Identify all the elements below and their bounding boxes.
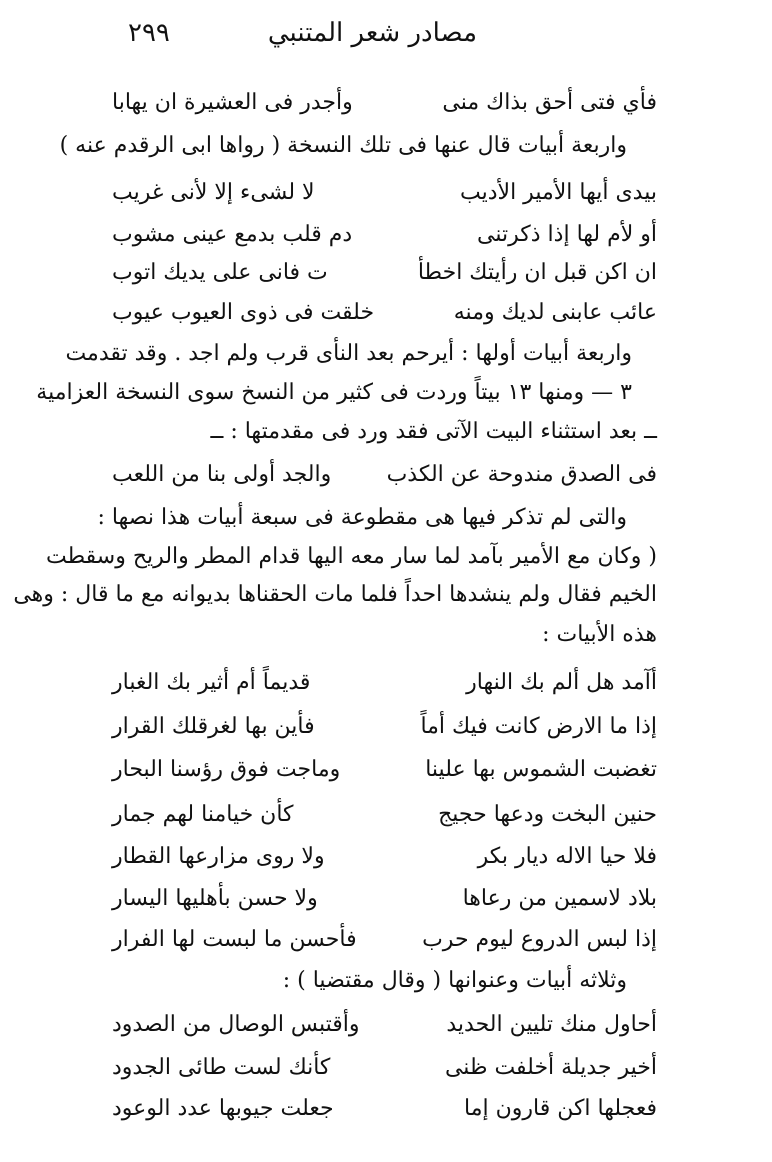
hemistich-second: ولا روى مزارعها القطار xyxy=(112,844,325,869)
verse-line xyxy=(112,460,657,490)
verse-line xyxy=(112,88,657,118)
page-number: ٢٩٩ xyxy=(128,18,170,48)
hemistich-second: لا لشىء إلا لأنى غريب xyxy=(112,180,315,205)
hemistich-first: حنين البخت ودعها حجيج xyxy=(438,802,657,827)
hemistich-first: تغضبت الشموس بها علينا xyxy=(425,757,657,782)
hemistich-second: وأجدر فى العشيرة ان يهابا xyxy=(112,90,353,115)
hemistich-first: بلاد لاسمين من رعاها xyxy=(462,886,657,911)
hemistich-first: فى الصدق مندوحة عن الكذب xyxy=(386,462,657,487)
hemistich-first: إذا ما الارض كانت فيك أماً xyxy=(420,714,657,739)
hemistich-first: إذا لبس الدروع ليوم حرب xyxy=(422,927,657,952)
verse-line xyxy=(112,1010,657,1040)
prose-line: ــ بعد استثناء البيت الآتى فقد ورد فى مقدمتها : ــ xyxy=(210,419,657,444)
prose-line: ٣ — ومنها ١٣ بيتاً وردت فى كثير من النسخ سوى النسخة العزامية xyxy=(36,380,632,405)
verse-line xyxy=(112,712,657,742)
hemistich-first: ان اكن قبل ان رأيتك اخطأ xyxy=(417,260,657,285)
prose-line: والتى لم تذكر فيها هى مقطوعة فى سبعة أبيات هذا نصها : xyxy=(97,505,627,530)
prose-line: ( وكان مع الأمير بآمد لما سار معه اليها قدام المطر والريح وسقطت xyxy=(46,544,657,569)
hemistich-first: فأي فتى أحق بذاك منى xyxy=(442,90,657,115)
prose-line: واربعة أبيات قال عنها فى تلك النسخة ( رواها ابى الرقدم عنه ) xyxy=(59,133,627,158)
hemistich-second: ولا حسن بأهليها اليسار xyxy=(112,886,318,911)
verse-line xyxy=(112,800,657,830)
hemistich-first: أخير جديلة أخلفت ظنى xyxy=(444,1055,657,1080)
hemistich-second: وماجت فوق رؤسنا البحار xyxy=(112,757,341,782)
hemistich-first: بيدى أيها الأمير الأديب xyxy=(460,180,657,205)
hemistich-second: قديماً أم أثير بك الغبار xyxy=(112,670,311,695)
verse-line xyxy=(112,1094,657,1124)
verse-line xyxy=(112,298,657,328)
hemistich-second: دم قلب بدمع عينى مشوب xyxy=(112,222,353,247)
verse-line xyxy=(112,925,657,955)
hemistich-second: وأقتبس الوصال من الصدود xyxy=(112,1012,360,1037)
verse-line xyxy=(112,178,657,208)
verse-line xyxy=(112,1053,657,1083)
hemistich-first: عائب عابنى لديك ومنه xyxy=(453,300,657,325)
hemistich-first: أآمد هل ألم بك النهار xyxy=(466,670,657,695)
hemistich-second: كأن خيامنا لهم جمار xyxy=(112,802,294,827)
prose-line: الخيم فقال ولم ينشدها احداً فلما مات الحقناها بديوانه مع ما قال : وهى xyxy=(13,582,657,607)
verse-line xyxy=(112,842,657,872)
hemistich-second: خلقت فى ذوى العيوب عيوب xyxy=(112,300,375,325)
verse-line xyxy=(112,884,657,914)
hemistich-first: فلا حيا الاله ديار بكر xyxy=(477,844,657,869)
verse-line xyxy=(112,755,657,785)
running-title: مصادر شعر المتنبي xyxy=(267,18,477,48)
hemistich-second: والجد أولى بنا من اللعب xyxy=(112,462,332,487)
hemistich-second: كأنك لست طائى الجدود xyxy=(112,1055,331,1080)
hemistich-second: ت فانى على يديك اتوب xyxy=(112,260,328,285)
hemistich-first: أو لأم لها إذا ذكرتنى xyxy=(477,222,657,247)
hemistich-second: جعلت جيوبها عدد الوعود xyxy=(112,1096,334,1121)
hemistich-second: فأحسن ما لبست لها الفرار xyxy=(112,927,357,952)
prose-line: وثلاثه أبيات وعنوانها ( وقال مقتضيا ) : xyxy=(282,968,627,993)
hemistich-first: فعجلها اكن قارون إما xyxy=(464,1096,657,1121)
verse-line xyxy=(112,668,657,698)
prose-line: هذه الأبيات : xyxy=(542,622,657,647)
page-header xyxy=(110,18,662,58)
prose-line: واربعة أبيات أولها : أيرحم بعد النأى قرب ولم اجد . وقد تقدمت xyxy=(65,341,632,366)
verse-line xyxy=(112,258,657,288)
hemistich-first: أحاول منك تليين الحديد xyxy=(446,1012,657,1037)
hemistich-second: فأين بها لغرقلك القرار xyxy=(112,714,315,739)
verse-line xyxy=(112,220,657,250)
